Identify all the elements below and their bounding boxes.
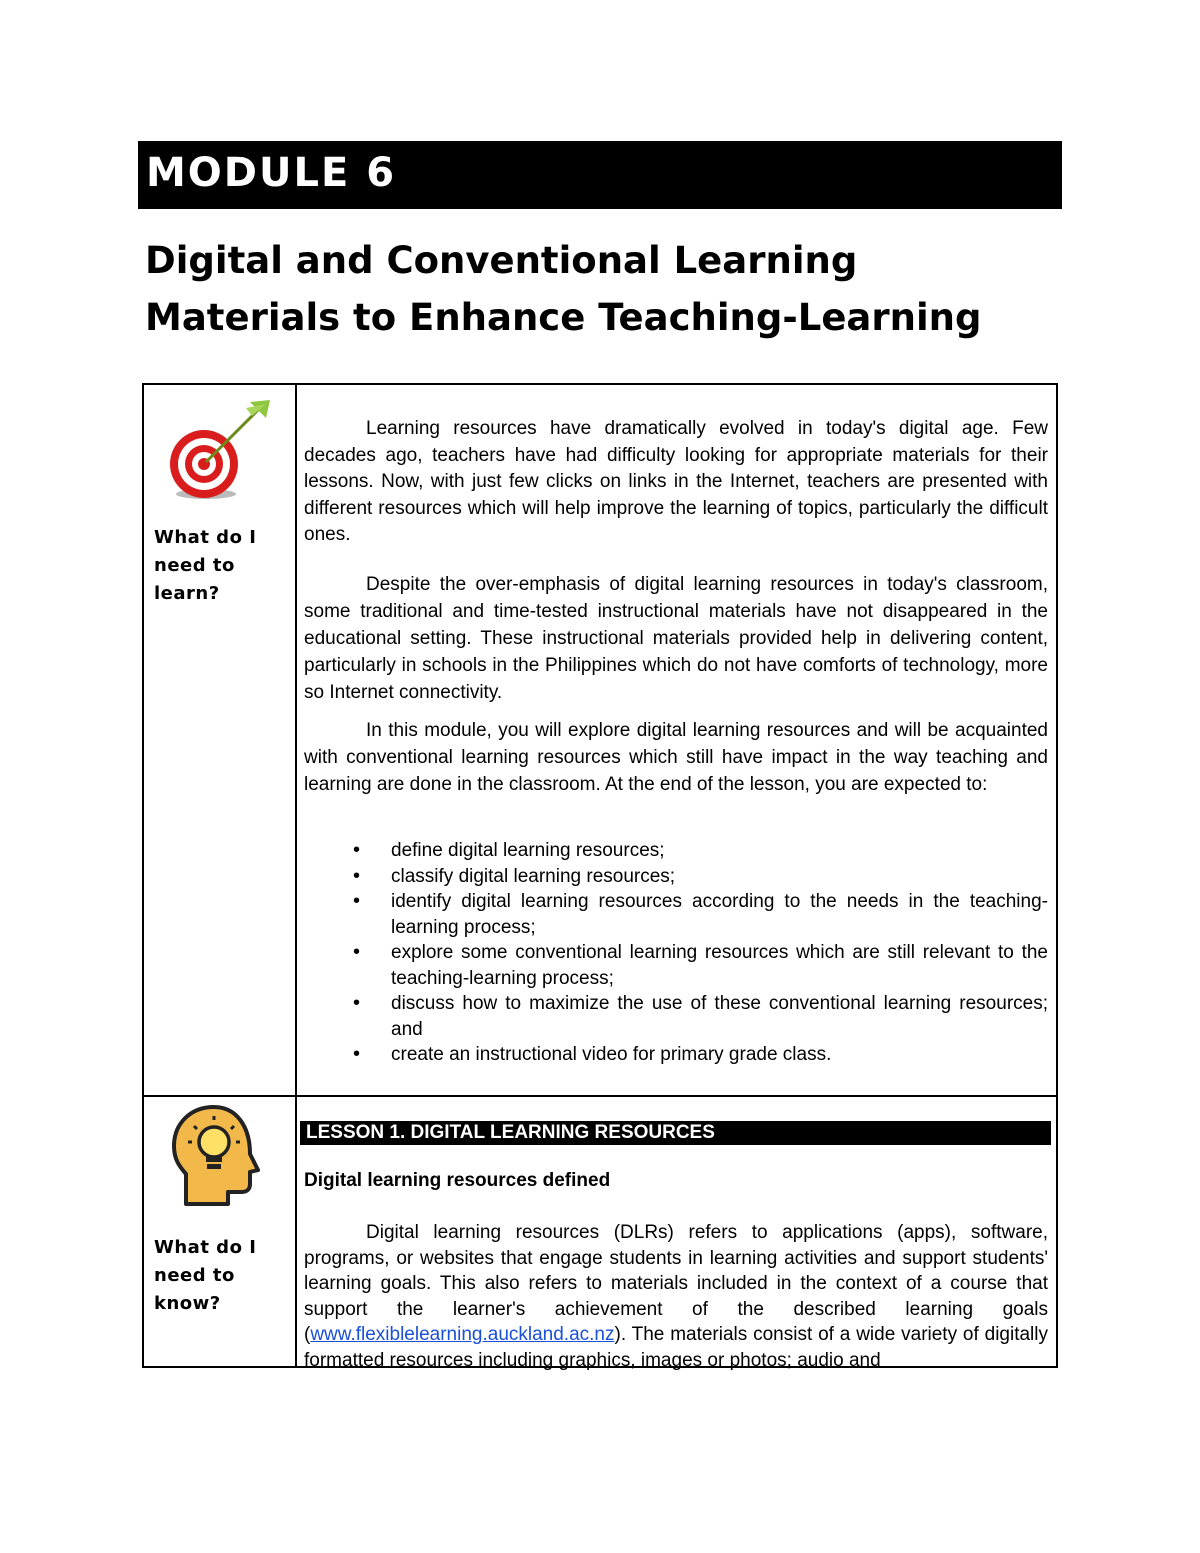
lesson-title-bar	[300, 1121, 1051, 1145]
list-item: • identify digital learning resources according to the needs in the teaching-learning process;	[304, 889, 1048, 940]
paragraph: Digital learning resources (DLRs) refers to applications (apps), software, programs, or websites that engage students in learning activities and support students' learning goals. This also refers to materials included in the context of a course that support the learner's achievement of the described learning goals (www.flexiblelearning.auckland.ac.nz). The materials consist of a wide variety of digitally formatted resources including graphics, images or photos; audio and	[304, 1222, 1048, 1371]
paragraph: Despite the over-emphasis of digital learning resources in today's classroom, some traditional and time-tested instructional materials have not disappeared in the educational setting. These instructional materials provided help in delivering content, particularly in schools in the Philippines which do not have comforts of technology, more so Internet connectivity.	[304, 573, 1048, 703]
section-know-text	[304, 1220, 1048, 1374]
head-lightbulb-icon	[170, 1104, 262, 1208]
list-item: • explore some conventional learning resources which are still relevant to the teaching-learning process;	[304, 940, 1048, 991]
lesson-title: LESSON 1. DIGITAL LEARNING RESOURCES	[306, 1122, 715, 1143]
title-line-2: Materials to Enhance Teaching-Learning	[145, 296, 982, 339]
list-item: • discuss how to maximize the use of these conventional learning resources; and	[304, 991, 1048, 1042]
paragraph: In this module, you will explore digital learning resources and will be acquainted with conventional learning resources which still have impact in the way teaching and learning are done in the classroom. At the end of the lesson, you are expected to:	[304, 719, 1048, 795]
module-header-bar	[138, 141, 1062, 209]
list-item: • classify digital learning resources;	[304, 864, 1048, 890]
section-learn-label: What do I need to learn?	[154, 527, 257, 604]
section-learn-text	[304, 416, 1048, 798]
target-dart-icon	[166, 398, 274, 502]
section-know-label: What do I need to know?	[154, 1237, 257, 1314]
section-subheading: Digital learning resources defined	[304, 1170, 611, 1191]
objectives-list	[304, 838, 1048, 1068]
title-line-1: Digital and Conventional Learning	[145, 239, 858, 282]
table-column-divider	[295, 385, 297, 1366]
source-link[interactable]: www.flexiblelearning.auckland.ac.nz	[310, 1324, 615, 1346]
paragraph: Learning resources have dramatically evolved in today's digital age. Few decades ago, teachers have had difficulty looking for appropriate materials for their lessons. Now, with just few clicks on links in the Internet, teachers are presented with different resources which will help improve the learning of topics, particularly the difficult ones.	[304, 418, 1048, 545]
table-row-divider	[144, 1095, 1056, 1097]
list-item: • create an instructional video for primary grade class.	[304, 1042, 1048, 1068]
module-title	[145, 232, 1045, 346]
list-item: • define digital learning resources;	[304, 838, 1048, 864]
module-label: MODULE 6	[146, 150, 397, 196]
